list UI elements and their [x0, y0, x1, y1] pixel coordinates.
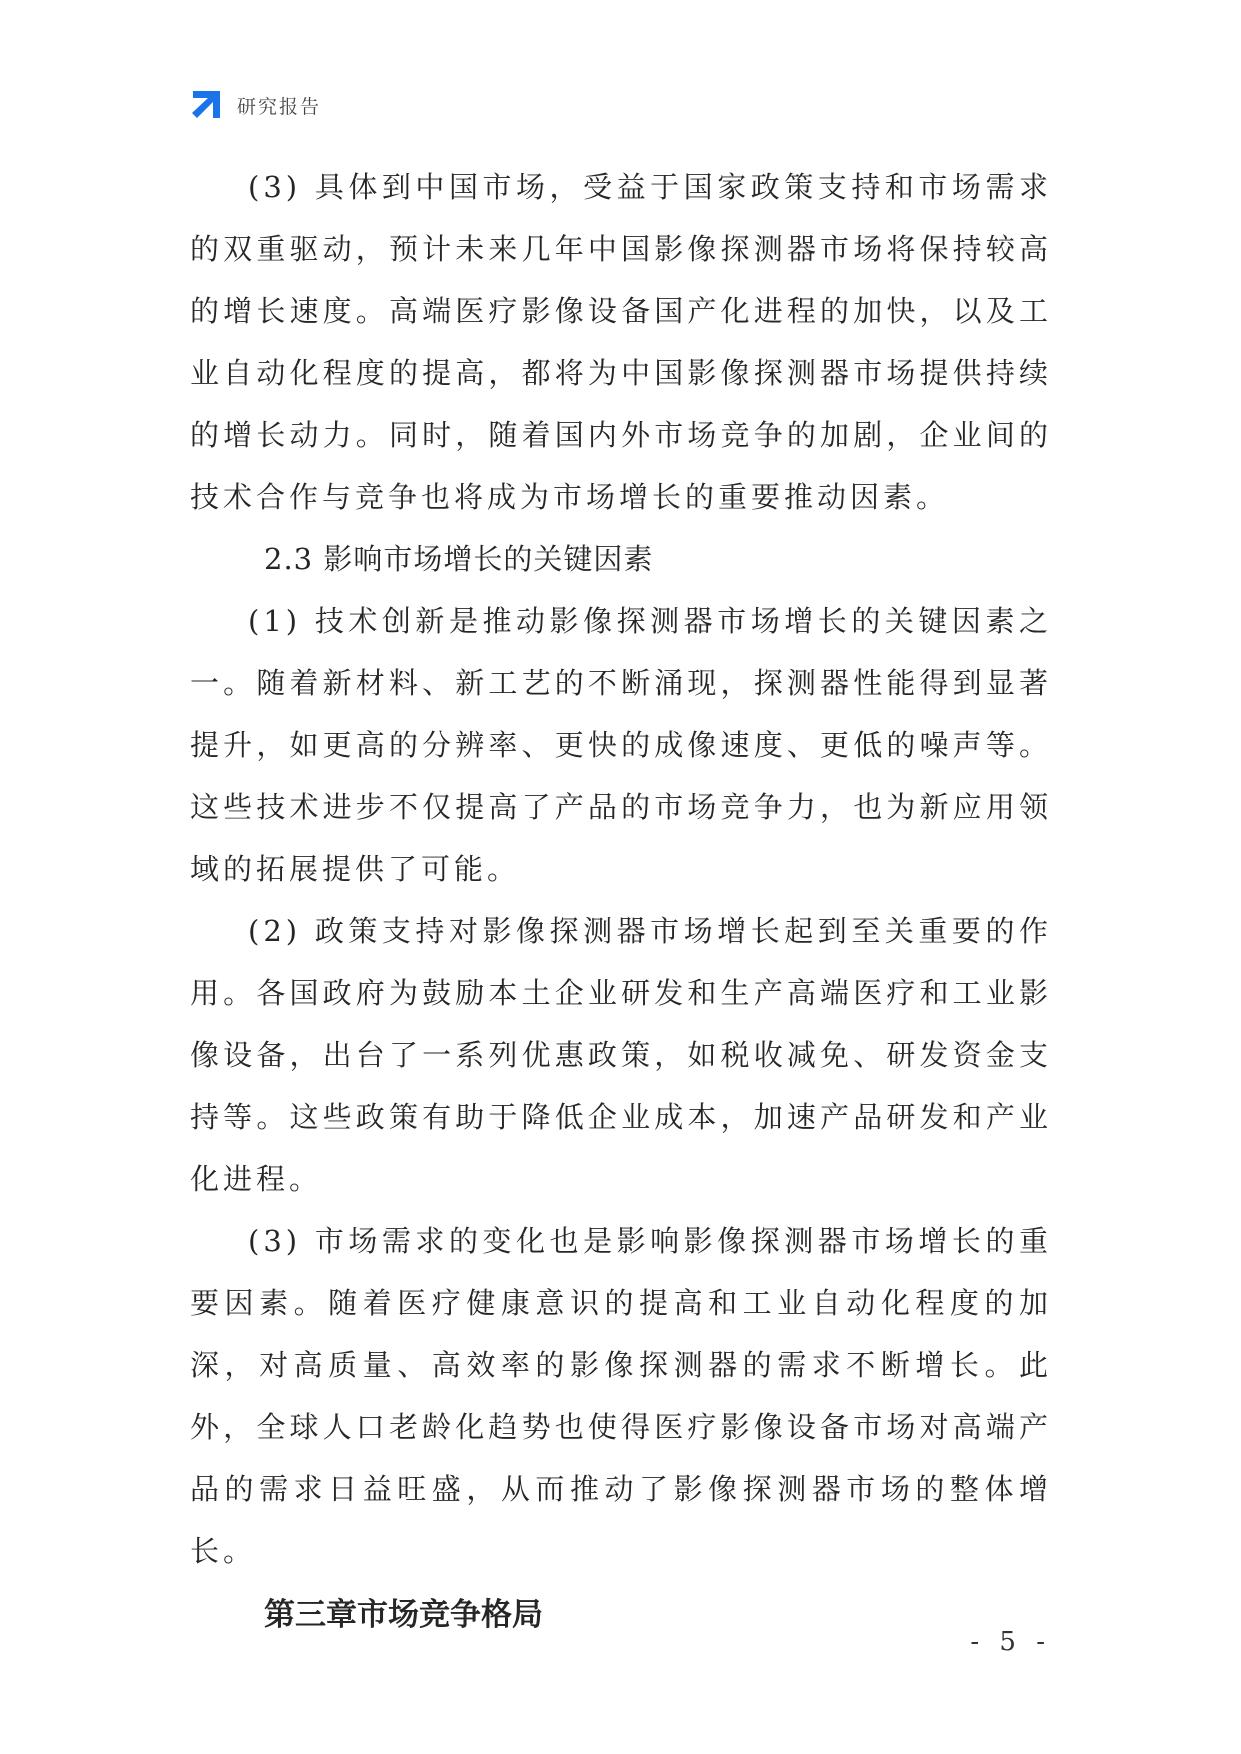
arrow-up-right-icon — [189, 88, 223, 122]
paragraph-market-demand: (3) 市场需求的变化也是影响影像探测器市场增长的重要因素。随着医疗健康意识的提高和工业自动化程度的加深，对高质量、高效率的影像探测器的需求不断增长。此外，全球人口老龄化趋势也使得医疗影像设备市场对高端产品的需求日益旺盛，从而推动了影像探测器市场的整体增长。 — [190, 1224, 1052, 1568]
section-heading: 2.3 影响市场增长的关键因素 — [264, 542, 654, 576]
page-number: - 5 - — [970, 1627, 1051, 1657]
paragraph-technology-innovation: (1) 技术创新是推动影像探测器市场增长的关键因素之一。随着新材料、新工艺的不断涌现，探测器性能得到显著提升，如更高的分辨率、更快的成像速度、更低的噪声等。这些技术进步不仅提高了产品的市场竞争力，也为新应用领域的拓展提供了可能。 — [190, 604, 1052, 886]
page-header — [189, 88, 321, 122]
chapter-heading: 第三章市场竞争格局 — [264, 1597, 543, 1633]
header-title: 研究报告 — [237, 95, 322, 118]
paragraph-policy-support: (2) 政策支持对影像探测器市场增长起到至关重要的作用。各国政府为鼓励本土企业研发和生产高端医疗和工业影像设备，出台了一系列优惠政策，如税收减免、研发资金支持等。这些政策有助于降低企业成本，加速产品研发和产业化进程。 — [190, 914, 1052, 1196]
paragraph-china-market: (3) 具体到中国市场，受益于国家政策支持和市场需求的双重驱动，预计未来几年中国影像探测器市场将保持较高的增长速度。高端医疗影像设备国产化进程的加快，以及工业自动化程度的提高，都将为中国影像探测器市场提供持续的增长动力。同时，随着国内外市场竞争的加剧，企业间的技术合作与竞争也将成为市场增长的重要推动因素。 — [190, 170, 1052, 514]
document-body — [190, 156, 1052, 1648]
